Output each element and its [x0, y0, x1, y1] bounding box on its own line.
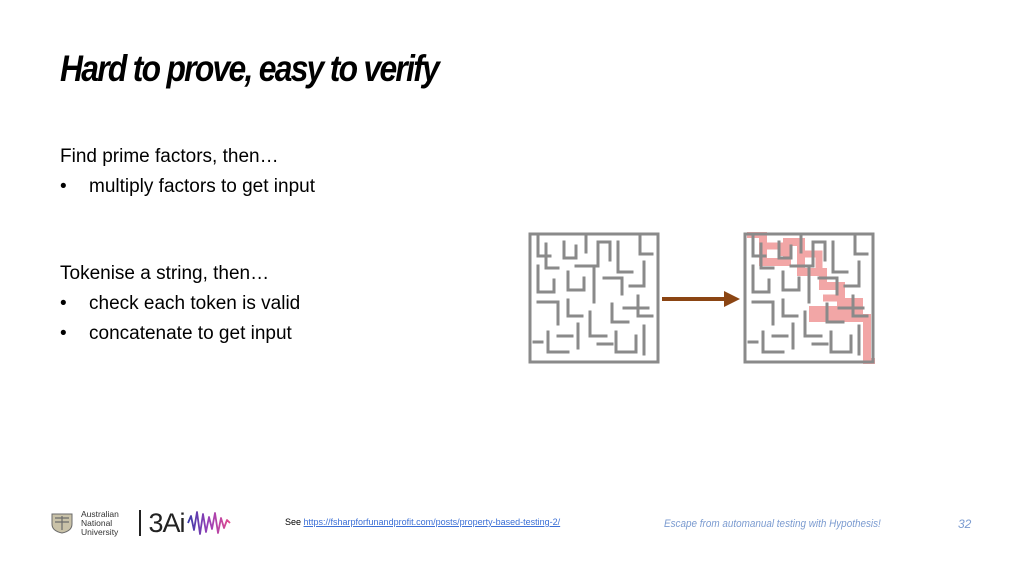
anu-crest-icon [50, 512, 74, 534]
list-item [60, 172, 315, 202]
list-item [60, 319, 300, 349]
institution-name [81, 510, 133, 537]
maze-solved-image [743, 232, 875, 364]
bullet-marker: • [60, 323, 67, 344]
footer-logo [50, 505, 231, 541]
brand-3ai: 3Ai [148, 507, 185, 538]
section-heading: Find prime factors, then… [60, 146, 279, 167]
section-prime-factors [60, 142, 315, 202]
maze-unsolved-image [528, 232, 660, 364]
logo-divider [139, 510, 141, 536]
institution-line: National [81, 517, 113, 528]
list-item [60, 289, 300, 319]
footnote-prefix: See [285, 517, 304, 527]
institution-line: Australian [81, 508, 119, 519]
right-arrow-icon [660, 288, 742, 310]
bullet-marker: • [60, 293, 67, 314]
waveform-icon [187, 508, 231, 538]
institution-line: University [81, 526, 119, 537]
reference-link[interactable]: https://fsharpforfunandprofit.com/posts/property-based-testing-2/ [303, 517, 561, 527]
talk-title: Escape from automanual testing with Hypothesis! [664, 518, 881, 530]
slide-title: Hard to prove, easy to verify [60, 48, 439, 89]
footnote [285, 517, 560, 527]
bullet-text: multiply factors to get input [89, 176, 315, 197]
section-tokenise [60, 259, 300, 349]
bullet-marker: • [60, 176, 67, 197]
section-heading: Tokenise a string, then… [60, 263, 270, 284]
page-number: 32 [958, 517, 972, 531]
bullet-text: check each token is valid [89, 293, 301, 314]
bullet-text: concatenate to get input [89, 323, 292, 344]
